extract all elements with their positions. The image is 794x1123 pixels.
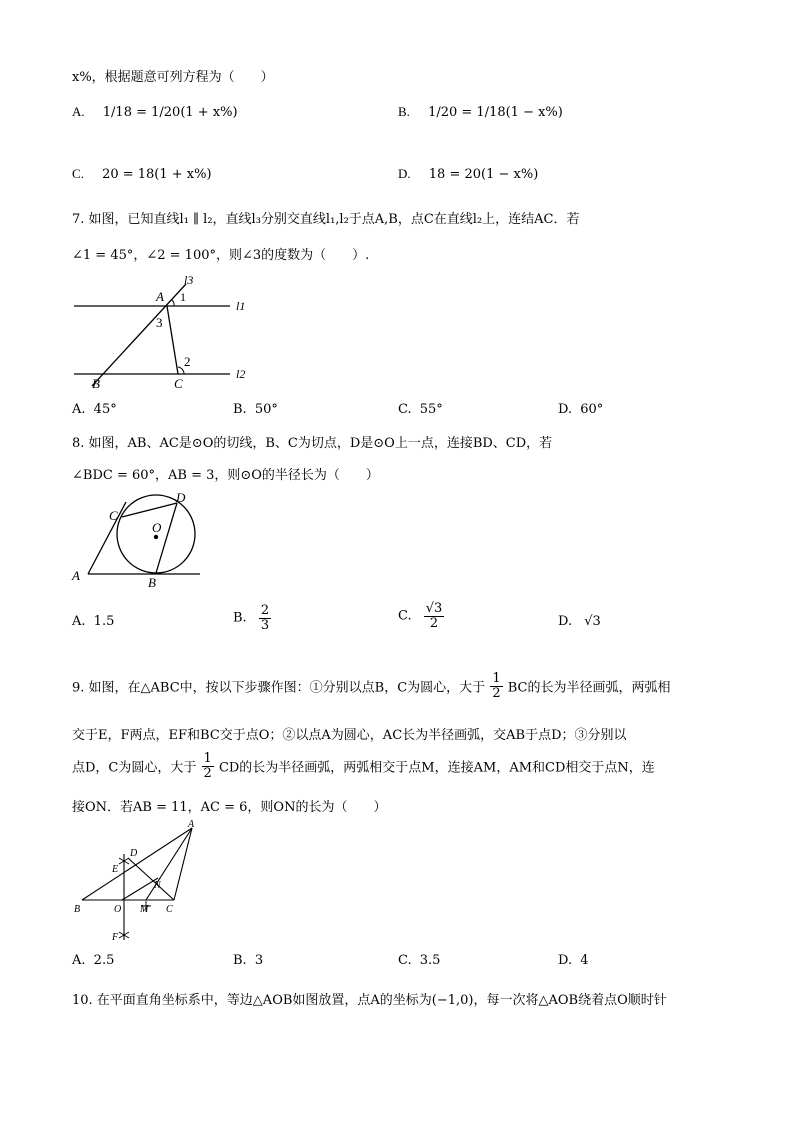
- q7-segment-ac: [167, 306, 178, 374]
- q9-label-a: A: [188, 819, 195, 830]
- q8-option-b-den: 3: [260, 617, 270, 633]
- q8-tangent-ac: [88, 502, 126, 574]
- q9-stem-line3-part2: CD的长为半径画弧，两弧相交于点M，连接AM，AM和CD相交于点N，连: [218, 760, 655, 776]
- q8-option-c-fraction: [424, 602, 445, 630]
- q7-label-angle-2: 2: [184, 354, 191, 369]
- q7-label-l1: l1: [236, 299, 246, 313]
- q9-label-b: B: [74, 904, 81, 915]
- q8-option-d-text: √3: [584, 614, 601, 629]
- q9-label-m: M: [140, 904, 149, 915]
- q7-label-c: C: [174, 376, 183, 391]
- q7-option-c-text: 55°: [419, 402, 443, 417]
- q9-option-c-text: 3.5: [419, 953, 441, 968]
- q8-option-b-fraction: [259, 604, 271, 632]
- q7-option-b-label: B.: [233, 402, 247, 417]
- q6-option-a-label: A.: [72, 104, 85, 119]
- q9-stem-line1-part1: 9. 如图，在△ABC中，按以下步骤作图：①分别以点B，C为圆心，大于: [72, 680, 486, 696]
- q6-option-d: [398, 166, 538, 182]
- q6-option-c-text: 20 = 18(1 + x%): [102, 167, 212, 182]
- q8-option-b-num: 2: [260, 603, 270, 618]
- q9-label-o: O: [114, 904, 122, 915]
- q9-segment-ac: [174, 828, 192, 900]
- q7-figure: [70, 270, 270, 395]
- q8-center-dot: [154, 535, 158, 539]
- q8-option-c: [398, 602, 445, 630]
- q8-option-b-label: B.: [233, 610, 247, 626]
- q9-segment-am: [146, 828, 192, 900]
- q8-option-c-num: √3: [425, 601, 443, 616]
- q9-label-c: C: [166, 904, 173, 915]
- q8-label-o: O: [152, 520, 162, 535]
- q9-segment-cd: [128, 858, 174, 900]
- q9-option-b-text: 3: [254, 953, 264, 968]
- q7-label-a: A: [156, 289, 164, 304]
- q9-option-b: [233, 953, 263, 968]
- q7-option-c: [398, 402, 443, 417]
- q9-label-d: D: [130, 848, 138, 859]
- q7-option-a-text: 45°: [93, 402, 117, 417]
- q7-option-c-label: C.: [398, 402, 412, 417]
- q9-option-a-text: 2.5: [93, 953, 115, 968]
- q9-line3-fraction: [202, 752, 214, 780]
- q7-label-angle-1: 1: [180, 290, 186, 304]
- q7-option-a-label: A.: [72, 402, 86, 417]
- q7-option-b-text: 50°: [254, 402, 278, 417]
- q7-angle-1-arc: [172, 300, 174, 306]
- q9-option-c-label: C.: [398, 953, 412, 968]
- q7-option-d-text: 60°: [580, 402, 604, 417]
- q9-line3-frac-den: 2: [203, 765, 212, 781]
- q8-option-a-text: 1.5: [93, 614, 115, 629]
- q8-option-b: [233, 604, 272, 632]
- q6-option-b: [398, 104, 563, 120]
- q7-option-a: [72, 402, 117, 417]
- q8-option-d-label: D.: [558, 614, 573, 629]
- q9-stem-line4: 接ON．若AB = 11，AC = 6，则ON的长为（ ）: [72, 800, 387, 815]
- q9-label-f: F: [112, 932, 119, 943]
- q9-line3-frac-num: 1: [203, 751, 212, 766]
- q7-option-d-label: D.: [558, 402, 573, 417]
- q7-label-l3: l3: [184, 273, 194, 287]
- q7-option-b: [233, 402, 278, 417]
- q9-stem-line3-part1: 点D，C为圆心，大于: [72, 760, 197, 776]
- q9-option-d: [558, 953, 589, 968]
- q7-label-b: B: [92, 376, 100, 391]
- q9-option-a: [72, 953, 114, 968]
- q6-option-d-text: 18 = 20(1 − x%): [428, 167, 539, 182]
- q9-segment-ab: [82, 828, 192, 900]
- q9-stem-line2: 交于E，F两点，EF和BC交于点O；②以点A为圆心，AC长为半径画弧，交AB于点D；③分别以: [72, 728, 627, 743]
- q6-option-c-label: C.: [72, 166, 84, 181]
- q8-label-b: B: [148, 575, 156, 590]
- q9-option-d-label: D.: [558, 953, 573, 968]
- q9-option-a-label: A.: [72, 953, 86, 968]
- q8-stem-line2: ∠BDC = 60°，AB = 3，则⊙O的半径长为（ ）: [72, 468, 379, 483]
- q7-label-angle-3: 3: [156, 315, 163, 330]
- q7-stem-line2: ∠1 = 45°，∠2 = 100°，则∠3的度数为（ ）.: [72, 248, 370, 263]
- q9-line1-frac-num: 1: [492, 671, 501, 686]
- q6-option-a-text: 1/18 = 1/20(1 + x%): [102, 105, 238, 120]
- q10-stem-line1: 10. 在平面直角坐标系中，等边△AOB如图放置，点A的坐标为(−1,0)，每一次将△AOB绕着点O顺时针: [72, 993, 667, 1008]
- q6-option-b-label: B.: [398, 104, 410, 119]
- q8-option-c-label: C.: [398, 608, 412, 624]
- q7-label-l2: l2: [236, 367, 246, 381]
- q7-stem-line1: 7. 如图，已知直线l₁ ∥ l₂，直线l₃分别交直线l₁,l₂于点A,B，点C在直线l₂上，连结AC．若: [72, 212, 580, 227]
- q9-option-c: [398, 953, 440, 968]
- q8-option-a: [72, 614, 114, 629]
- q9-line1-frac-den: 2: [492, 685, 501, 701]
- q8-option-a-label: A.: [72, 614, 86, 629]
- q9-stem-line1: [72, 672, 670, 700]
- q9-option-d-text: 4: [580, 953, 589, 968]
- q8-figure: [70, 488, 210, 590]
- q6-option-a: [72, 104, 238, 120]
- q7-option-d: [558, 402, 603, 417]
- q9-stem-line1-part2: BC的长为半径画弧，两弧相: [507, 680, 671, 696]
- q6-option-d-label: D.: [398, 166, 411, 181]
- q8-chord-bd: [156, 503, 177, 573]
- q8-label-d: D: [176, 490, 186, 505]
- q8-label-a: A: [72, 568, 80, 583]
- q6-option-c: [72, 166, 212, 182]
- q8-stem-line1: 8. 如图，AB、AC是⊙O的切线，B、C为切点，D是⊙O上一点，连接BD、CD，若: [72, 436, 553, 451]
- q6-stem-tail: x%，根据题意可列方程为（ ）: [72, 70, 274, 85]
- q9-stem-line3: [72, 752, 655, 780]
- q9-option-b-label: B.: [233, 953, 247, 968]
- q6-option-b-text: 1/20 = 1/18(1 − x%): [428, 105, 563, 120]
- q9-figure: [70, 818, 210, 946]
- q8-option-d: [558, 614, 601, 629]
- q9-label-e: E: [112, 864, 119, 875]
- q9-label-n: N: [154, 880, 161, 891]
- q9-line1-fraction: [490, 672, 502, 700]
- q8-option-c-den: 2: [429, 615, 439, 631]
- q8-label-c: C: [109, 508, 118, 523]
